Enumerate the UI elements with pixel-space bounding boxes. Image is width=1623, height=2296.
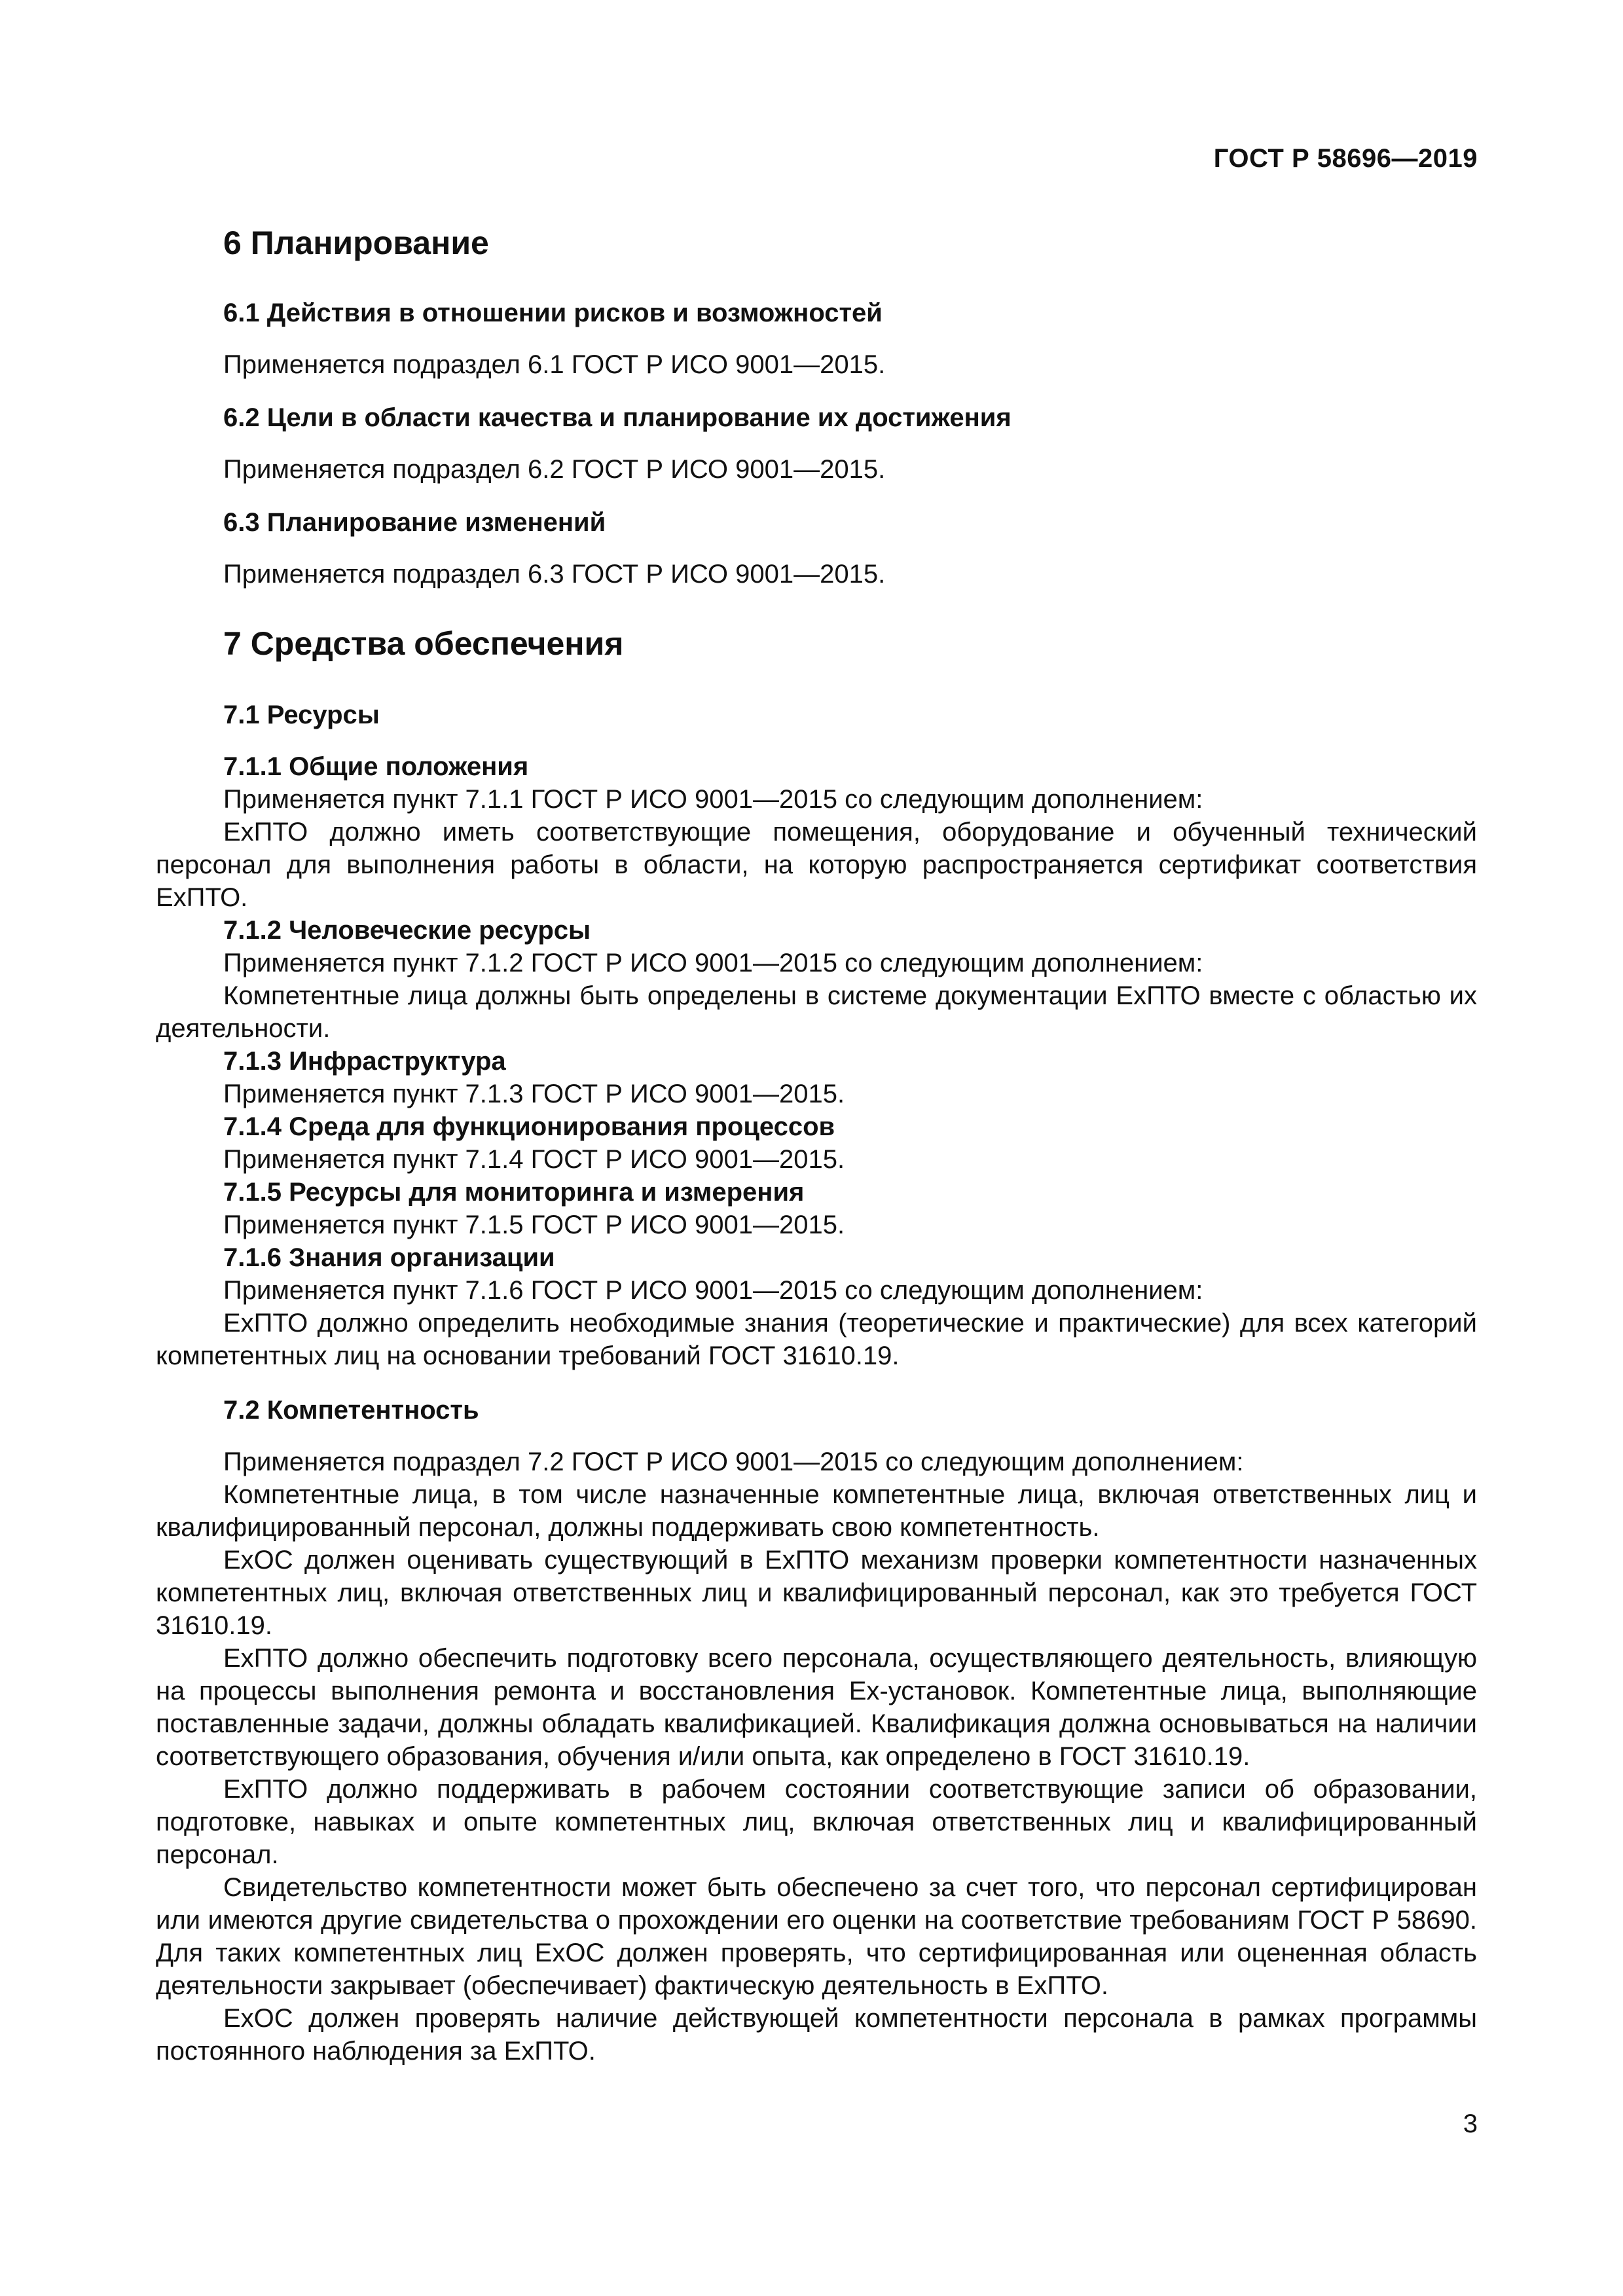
section-7-2-paragraph: ExПТО должно поддерживать в рабочем состоянии соответствующие записи об образовании, подготовке, навыках и опыте компетентных лиц, включая ответственных лиц и квалифицированный персонал. [156, 1775, 1477, 1869]
section-7-2-text: Применяется подраздел 7.2 ГОСТ Р ИСО 9001—2015 со следующим дополнением: [223, 1448, 1244, 1476]
section-7-title: 7 Средства обеспечения [223, 625, 624, 662]
section-7-1-4-title: 7.1.4 Среда для функционирования процессов [223, 1112, 835, 1141]
section-7-1-title: 7.1 Ресурсы [223, 701, 380, 729]
section-7-2-paragraph: ExОС должен оценивать существующий в ExПТО механизм проверки компетентности назначенных компетентных лиц, включая ответственных лиц и квалифицированный персонал, как это требуется ГОСТ 31610.19. [156, 1546, 1477, 1640]
section-6-3-text: Применяется подраздел 6.3 ГОСТ Р ИСО 9001—2015. [223, 560, 886, 589]
section-7-2-paragraph: ExПТО должно обеспечить подготовку всего персонала, осуществляющего деятельность, влияющую на процессы выполнения ремонта и восстановления Ex-установок. Компетентные лица, выполняющие поставленные задачи, должны обладать квалификацией. Квалификация должна основываться на наличии соответствующего образования, обучения и/или опыта, как определено в ГОСТ 31610.19. [156, 1644, 1477, 1771]
section-6-2-text: Применяется подраздел 6.2 ГОСТ Р ИСО 9001—2015. [223, 455, 886, 484]
section-7-1-1-text: Применяется пункт 7.1.1 ГОСТ Р ИСО 9001—2015 со следующим дополнением: [223, 785, 1203, 814]
document-body [156, 216, 1477, 2068]
document-code: ГОСТ Р 58696—2019 [1213, 144, 1478, 173]
section-7-1-2-addition: Компетентные лица должны быть определены в системе документации ExПТО вместе с областью их деятельности. [156, 981, 1477, 1043]
section-6-1-title: 6.1 Действия в отношении рисков и возможностей [223, 299, 883, 327]
section-7-1-1-title: 7.1.1 Общие положения [223, 752, 529, 781]
section-7-1-6-title: 7.1.6 Знания организации [223, 1243, 555, 1272]
page-number: 3 [1463, 2109, 1478, 2138]
section-7-1-2-title: 7.1.2 Человеческие ресурсы [223, 916, 591, 945]
section-6-1-text: Применяется подраздел 6.1 ГОСТ Р ИСО 9001—2015. [223, 350, 886, 379]
section-7-1-2-text: Применяется пункт 7.1.2 ГОСТ Р ИСО 9001—2015 со следующим дополнением: [223, 949, 1203, 977]
section-7-2-paragraph: Компетентные лица, в том числе назначенные компетентные лица, включая ответственных лиц и квалифицированный персонал, должны поддерживать свою компетентность. [156, 1480, 1477, 1542]
section-7-1-3-title: 7.1.3 Инфраструктура [223, 1047, 506, 1076]
section-7-1-3-text: Применяется пункт 7.1.3 ГОСТ Р ИСО 9001—2015. [223, 1080, 845, 1108]
section-7-1-5-text: Применяется пункт 7.1.5 ГОСТ Р ИСО 9001—2015. [223, 1211, 845, 1239]
section-7-1-6-text: Применяется пункт 7.1.6 ГОСТ Р ИСО 9001—2015 со следующим дополнением: [223, 1276, 1203, 1305]
section-7-2-title: 7.2 Компетентность [223, 1396, 479, 1425]
section-7-2-paragraph: ExОС должен проверять наличие действующей компетентности персонала в рамках программы постоянного наблюдения за ExПТО. [156, 2004, 1477, 2066]
section-6-2-title: 6.2 Цели в области качества и планирование их достижения [223, 403, 1012, 432]
section-7-1-4-text: Применяется пункт 7.1.4 ГОСТ Р ИСО 9001—2015. [223, 1145, 845, 1174]
section-7-2-paragraph: Свидетельство компетентности может быть обеспечено за счет того, что персонал сертифицирован или имеются другие свидетельства о прохождении его оценки на соответствие требованиям ГОСТ Р 58690. Для таких компетентных лиц ExОС должен проверять, что сертифицированная или оцененная область деятельности закрывает (обеспечивает) фактическую деятельность в ExПТО. [156, 1873, 1477, 2000]
section-6-3-title: 6.3 Планирование изменений [223, 508, 606, 537]
section-7-1-5-title: 7.1.5 Ресурсы для мониторинга и измерения [223, 1178, 805, 1207]
section-7-1-1-addition: ExПТО должно иметь соответствующие помещения, оборудование и обученный технический персонал для выполнения работы в области, на которую распространяется сертификат соответствия ExПТО. [156, 818, 1477, 912]
section-6-title: 6 Планирование [223, 225, 489, 261]
section-7-1-6-addition: ExПТО должно определить необходимые знания (теоретические и практические) для всех категорий компетентных лиц на основании требований ГОСТ 31610.19. [156, 1309, 1477, 1370]
